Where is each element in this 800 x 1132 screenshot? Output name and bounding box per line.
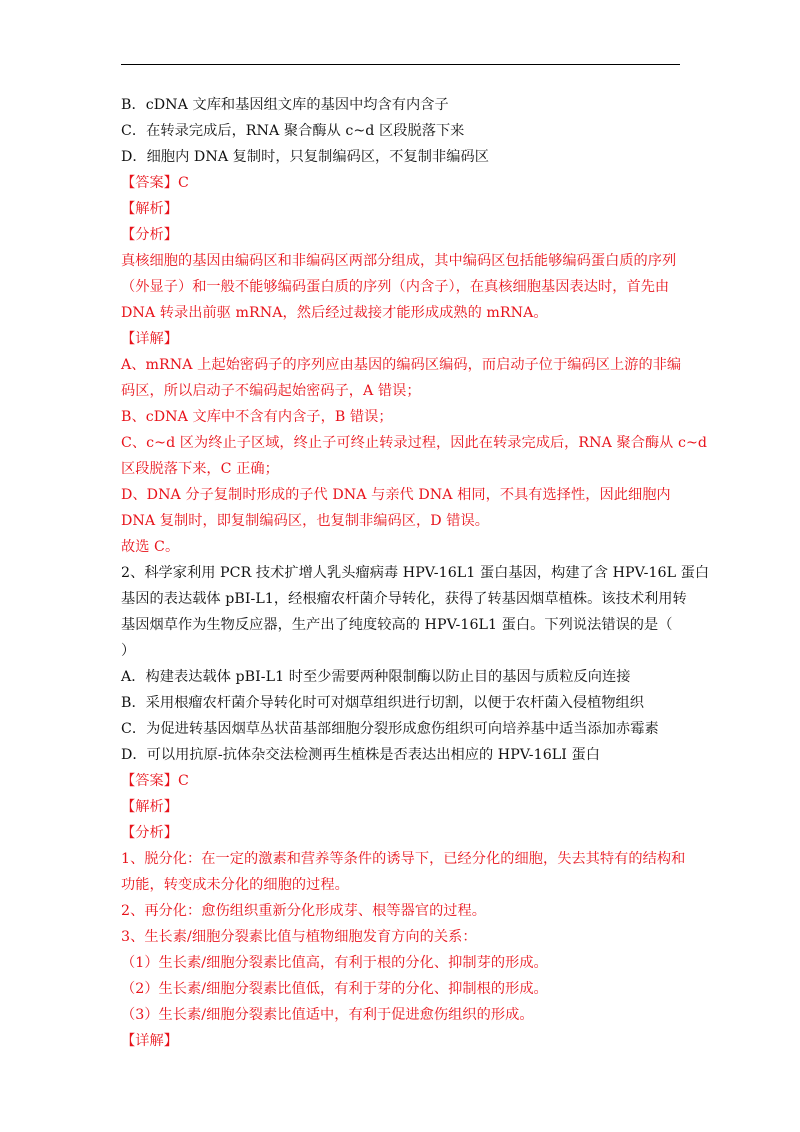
answer-text-line: （外显子）和一般不能够编码蛋白质的序列（内含子），在真核细胞基因表达时，首先由 [121, 279, 670, 295]
question-text-line: D．可以用抗原-抗体杂交法检测再生植株是否表达出相应的 HPV-16LI 蛋白 [121, 747, 600, 763]
answer-text-line: 故选 C。 [121, 539, 180, 555]
answer-text-line: 【答案】C [121, 773, 189, 789]
answer-text-line: 区段脱落下来，C 正确； [121, 461, 279, 477]
document-body [121, 92, 710, 1054]
answer-text-line: DNA 复制时，即复制编码区，也复制非编码区，D 错误。 [121, 513, 489, 529]
answer-text-line: C、c~d 区为终止子区域，终止子可终止转录过程，因此在转录完成后，RNA 聚合酶从 c~d [121, 435, 708, 451]
answer-text-line: 真核细胞的基因由编码区和非编码区两部分组成，其中编码区包括能够编码蛋白质的序列 [121, 253, 677, 269]
question-text-line: 基因烟草作为生物反应器，生产出了纯度较高的 HPV-16L1 蛋白。下列说法错误的是（ [121, 617, 673, 633]
question-text-line: C．在转录完成后，RNA 聚合酶从 c~d 区段脱落下来 [121, 123, 465, 139]
question-text-line: B．采用根瘤农杆菌介导转化时可对烟草组织进行切割，以便于农杆菌入侵植物组织 [121, 695, 645, 711]
answer-text-line: 【解析】 [121, 799, 178, 815]
answer-text-line: 功能，转变成未分化的细胞的过程。 [121, 877, 349, 893]
answer-text-line: B、cDNA 文库中不含有内含子，B 错误； [121, 409, 393, 425]
answer-text-line: 【答案】C [121, 175, 189, 191]
question-text-line: ） [121, 643, 136, 659]
answer-text-line: 【详解】 [121, 1033, 178, 1049]
answer-text-line: （2）生长素/细胞分裂素比值低，有利于芽的分化、抑制根的形成。 [121, 981, 548, 997]
answer-text-line: DNA 转录出前驱 mRNA，然后经过裁接才能形成成熟的 mRNA。 [121, 305, 548, 321]
question-text-line: A．构建表达载体 pBI-L1 时至少需要两种限制酶以防止目的基因与质粒反向连接 [121, 669, 631, 685]
question-text-line: 基因的表达载体 pBI-L1，经根瘤农杆菌介导转化，获得了转基因烟草植株。该技术利用转 [121, 591, 687, 607]
question-text-line: C．为促进转基因烟草丛状苗基部细胞分裂形成愈伤组织可向培养基中适当添加赤霉素 [121, 721, 659, 737]
header-rule [121, 64, 680, 65]
answer-text-line: D、DNA 分子复制时形成的子代 DNA 与亲代 DNA 相同，不具有选择性，因此细胞内 [121, 487, 671, 503]
answer-text-line: 2、再分化：愈伤组织重新分化形成芽、根等器官的过程。 [121, 903, 487, 919]
answer-text-line: 码区，所以启动子不编码起始密码子，A 错误； [121, 383, 421, 399]
question-text-line: B．cDNA 文库和基因组文库的基因中均含有内含子 [121, 97, 449, 113]
answer-text-line: 【解析】 [121, 201, 178, 217]
answer-text-line: 【分析】 [121, 227, 178, 243]
answer-text-line: 【详解】 [121, 331, 178, 347]
answer-text-line: （1）生长素/细胞分裂素比值高，有利于根的分化、抑制芽的形成。 [121, 955, 548, 971]
answer-text-line: 【分析】 [121, 825, 178, 841]
answer-text-line: 1、脱分化：在一定的激素和营养等条件的诱导下，已经分化的细胞，失去其特有的结构和 [121, 851, 686, 867]
answer-text-line: A、mRNA 上起始密码子的序列应由基因的编码区编码，而启动子位于编码区上游的非编 [121, 357, 682, 373]
answer-text-line: 3、生长素/细胞分裂素比值与植物细胞发育方向的关系： [121, 929, 477, 945]
question-text-line: D．细胞内 DNA 复制时，只复制编码区，不复制非编码区 [121, 149, 489, 165]
answer-text-line: （3）生长素/细胞分裂素比值适中，有利于促进愈伤组织的形成。 [121, 1007, 534, 1023]
question-text-line: 2、科学家利用 PCR 技术扩增人乳头瘤病毒 HPV-16L1 蛋白基因，构建了含 HPV-16L 蛋白 [121, 565, 710, 581]
